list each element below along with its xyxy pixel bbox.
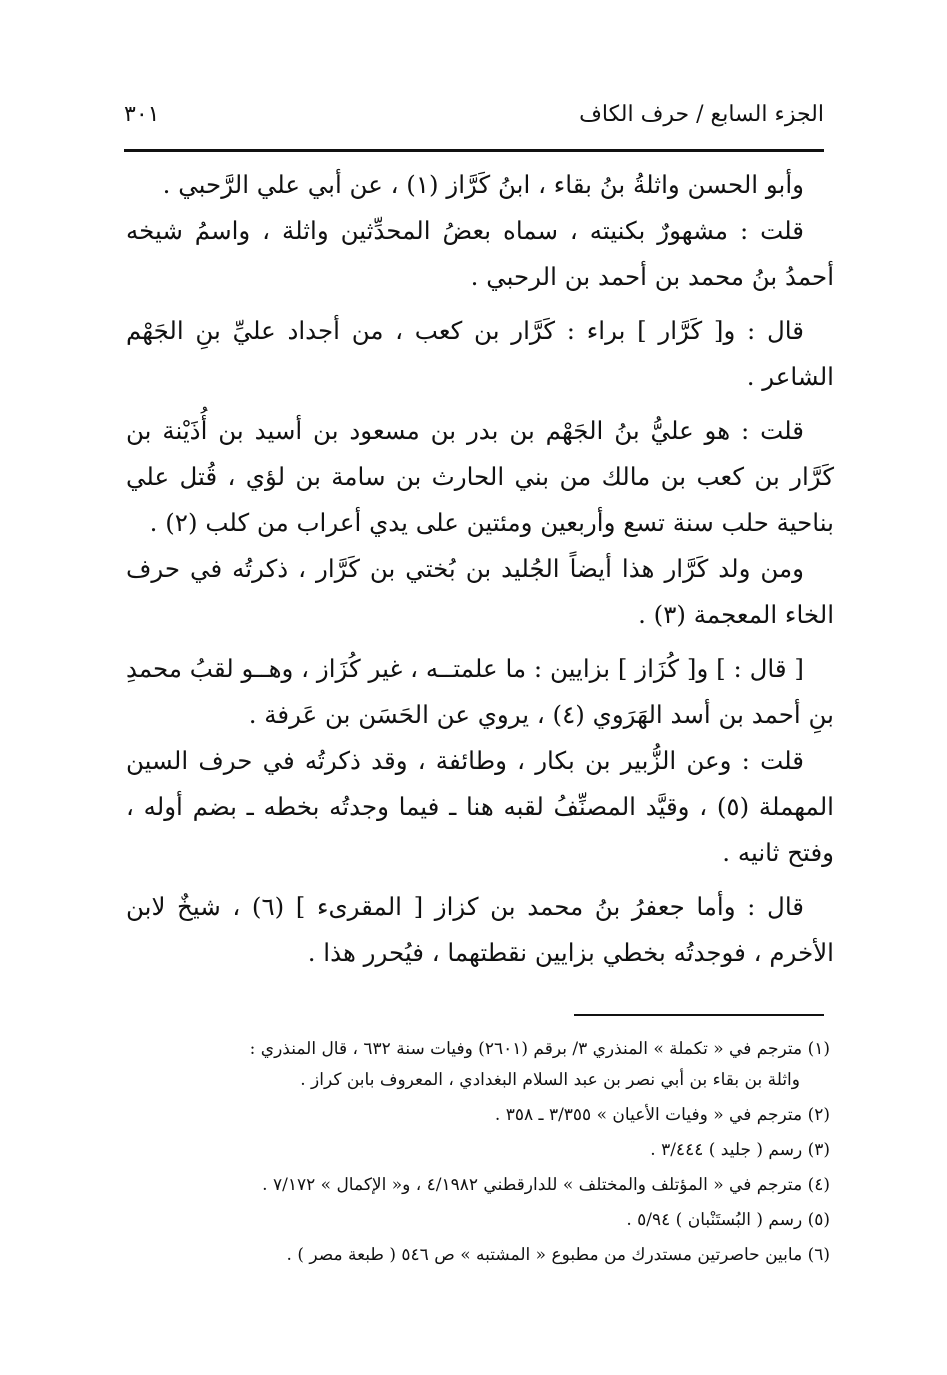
paragraph: وأبو الحسن واثلةُ بنُ بقاء ، ابنُ كَرَّاز (١) ، عن أبي علي الرَّحبي . [162, 170, 804, 199]
paragraph: قال : و[ كَرَّار ] براء : كَرَّار بن كعب ، من أجداد عليِّ بنِ الجَهْم الشاعر . [126, 316, 834, 391]
running-title: الجزء السابع / حرف الكاف [579, 101, 824, 127]
footnote: (٦) مابين حاصرتين مستدرك من مطبوع « المشتبه » ص ٥٤٦ ( طبعة مصر ) . [286, 1245, 830, 1265]
footnote: (٥) رسم ( البُستَنْبان ) ٥/٩٤ . [626, 1210, 830, 1230]
paragraph: قلت : هو عليُّ بنُ الجَهْم بن بدر بن مسعود بن أسيد بن أُذَيْنة بن كَرَّار بن كعب بن مالك من بني الحارث بن سامة بن لؤي ، قُتل علي بناحية حلب سنة تسع وأربعين ومئتين على يدي أعراب من كلب (٢) . [126, 416, 834, 537]
footnotes [130, 1030, 830, 1271]
paragraph: قلت : وعن الزُّبير بن بكار ، وطائفة ، وقد ذكرتُه في حرف السين المهملة (٥) ، وقيَّد المصنِّفُ لقبه هنا ـ فيما وجدتُه بخطه ـ بضم أوله ، وفتح ثانيه . [126, 746, 834, 867]
footnote-continuation: واثلة بن بقاء بن أبي نصر بن عبد السلام البغدادي ، المعروف بابن كراز . [300, 1070, 800, 1090]
paragraph: ومن ولد كَرَّار هذا أيضاً الجُليد بن بُختي بن كَرَّار ، ذكرتُه في حرف الخاء المعجمة (٣) . [126, 554, 834, 629]
paragraph: قلت : مشهورٌ بكنيته ، سماه بعضُ المحدِّثين واثلة ، واسمُ شيخه أحمدُ بنُ محمد بن أحمد بن الرحبي . [126, 216, 834, 291]
header-rule [124, 149, 824, 152]
footnote: (٣) رسم ( جليد ) ٣/٤٤٤ . [650, 1140, 830, 1160]
footnote: (٢) مترجم في « وفيات الأعيان » ٣/٣٥٥ ـ ٣٥٨ . [494, 1105, 830, 1125]
main-text [126, 162, 834, 976]
running-header [124, 94, 824, 134]
footnote-rule [574, 1014, 824, 1016]
page-number: ٣٠١ [124, 101, 160, 127]
footnote: (٤) مترجم في « المؤتلف والمختلف » للدارقطني ٤/١٩٨٢ ، و« الإكمال » ٧/١٧٢ . [262, 1175, 830, 1195]
footnote: (١) مترجم في « تكملة » المنذري ٣/ برقم (٢٦٠١) وفيات سنة ٦٣٢ ، قال المنذري : [249, 1039, 830, 1059]
paragraph: قال : وأما جعفرُ بنُ محمد بن كزاز [ المقرىء ] (٦) ، شيخٌ لابن الأخرم ، فوجدتُه بخطي بزايين نقطتهما ، فيُحرر هذا . [126, 892, 834, 967]
paragraph: [ قال : ] و[ كُزَاز ] بزايين : ما علمتــه ، غير كُزَاز ، وهــو لقبُ محمدِ بنِ أحمد بن أسد الهَرَوي (٤) ، يروي عن الحَسَن بن عَرفة . [126, 654, 834, 729]
